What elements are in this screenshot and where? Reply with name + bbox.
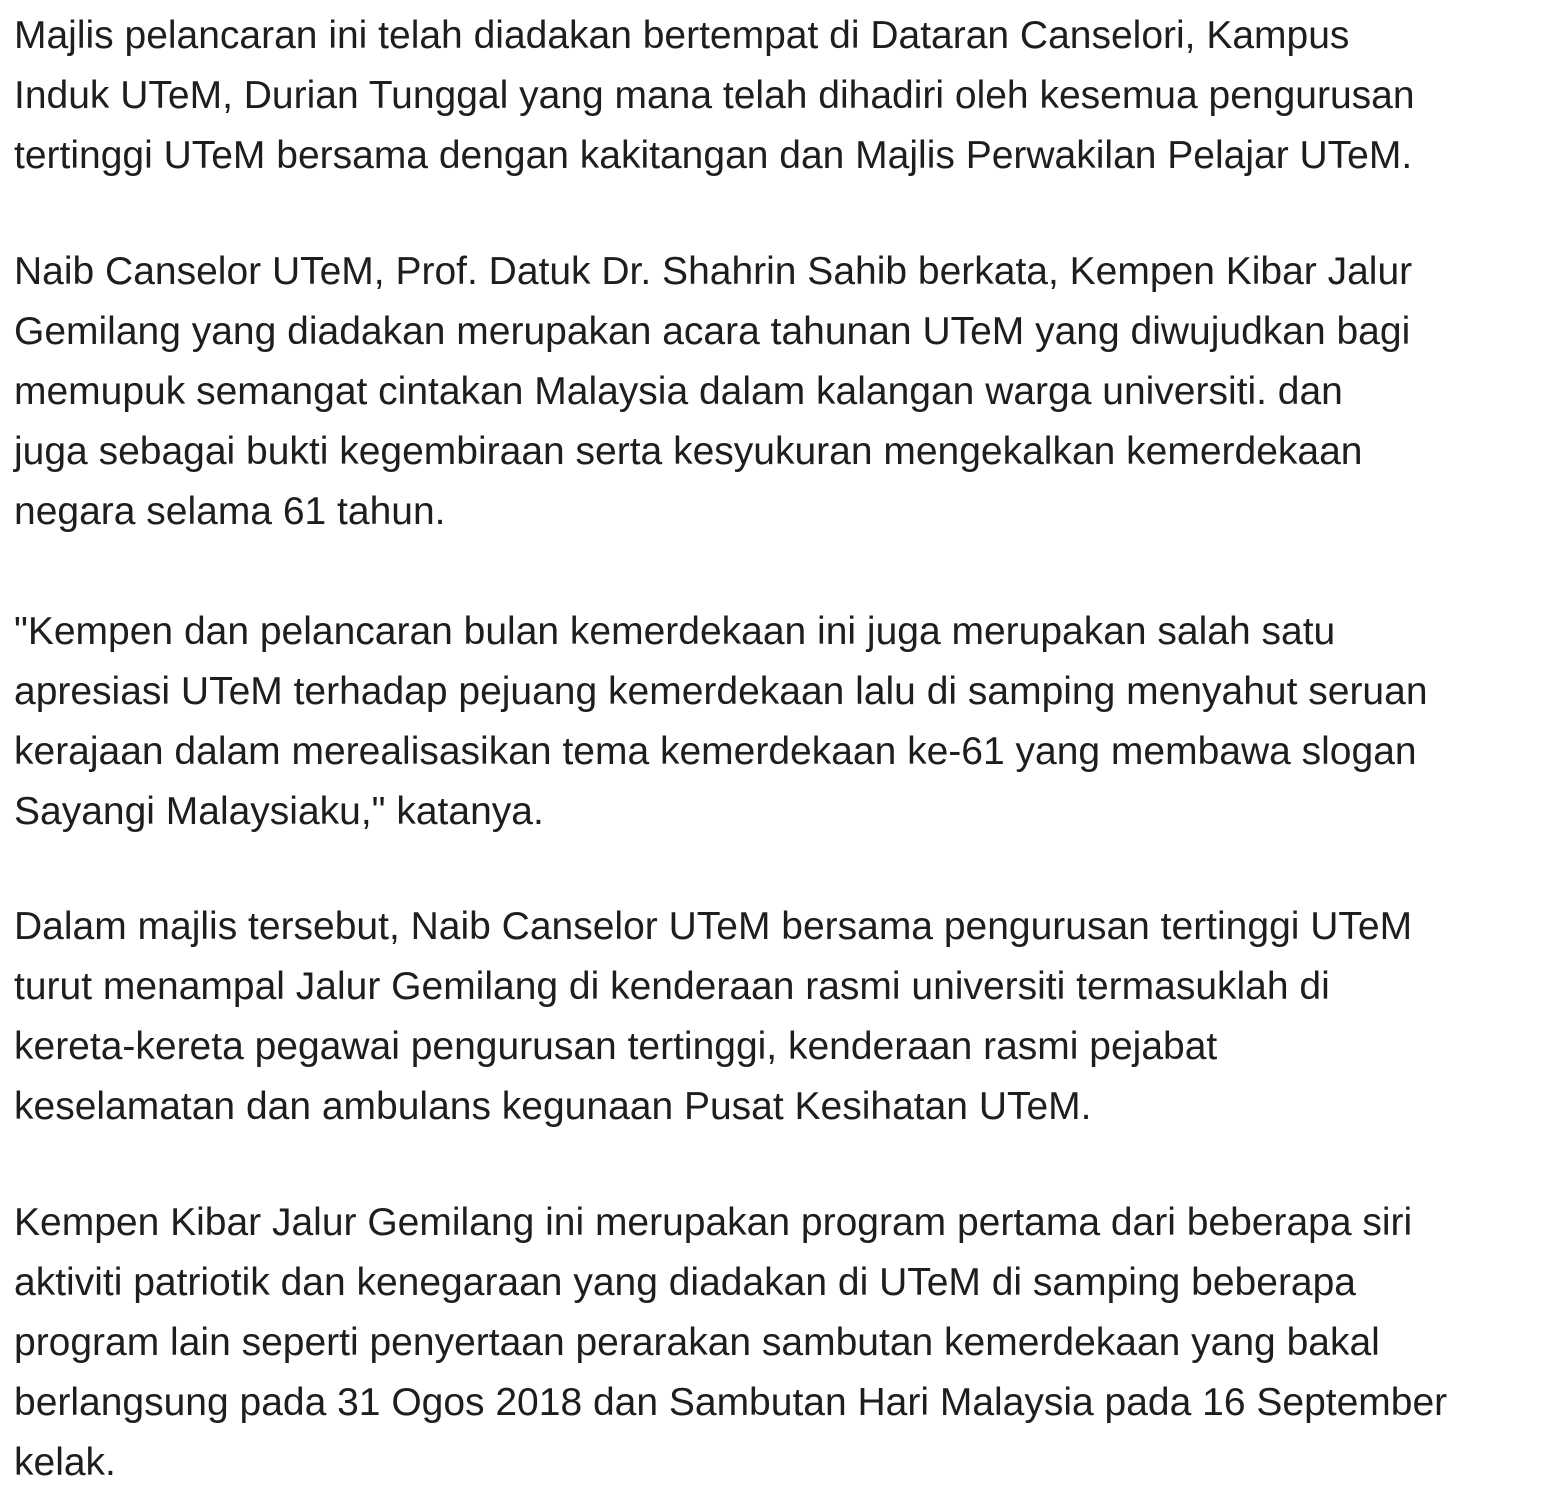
paragraph-vice-chancellor-statement: Naib Canselor UTeM, Prof. Datuk Dr. Shahrin Sahib berkata, Kempen Kibar Jalur Gemilang yang diadakan merupakan acara tahunan UTeM yang diwujudkan bagi memupuk semangat cintakan Malaysia dalam kalangan warga universiti. dan juga sebagai bukti kegembiraan serta kesyukuran mengekalkan kemerdekaan negara selama 61 tahun.: [14, 250, 1413, 533]
paragraph-flag-on-vehicles: Dalam majlis tersebut, Naib Canselor UTeM bersama pengurusan tertinggi UTeM turut menampal Jalur Gemilang di kenderaan rasmi universiti termasuklah di kereta-kereta pegawai pengurusan tertinggi, kenderaan rasmi pejabat keselamatan dan ambulans kegunaan Pusat Kesihatan UTeM.: [14, 905, 1413, 1128]
paragraph-launch-venue: Majlis pelancaran ini telah diadakan bertempat di Dataran Canselori, Kampus Induk UTeM, Durian Tunggal yang mana telah dihadiri oleh kesemua pengurusan tertinggi UTeM bersama dengan kakitangan dan Majlis Perwakilan Pelajar UTeM.: [14, 14, 1415, 177]
paragraph-program-series: Kempen Kibar Jalur Gemilang ini merupakan program pertama dari beberapa siri aktiviti patriotik dan kenegaraan yang diadakan di UTeM di samping beberapa program lain seperti penyertaan perarakan sambutan kemerdekaan yang bakal berlangsung pada 31 Ogos 2018 dan Sambutan Hari Malaysia pada 16 September kelak.: [14, 1201, 1448, 1484]
paragraph-quote: "Kempen dan pelancaran bulan kemerdekaan ini juga merupakan salah satu apresiasi UTeM terhadap pejuang kemerdekaan lalu di samping menyahut seruan kerajaan dalam merealisasikan tema kemerdekaan ke-61 yang membawa slogan Sayangi Malaysiaku," katanya.: [14, 610, 1428, 833]
